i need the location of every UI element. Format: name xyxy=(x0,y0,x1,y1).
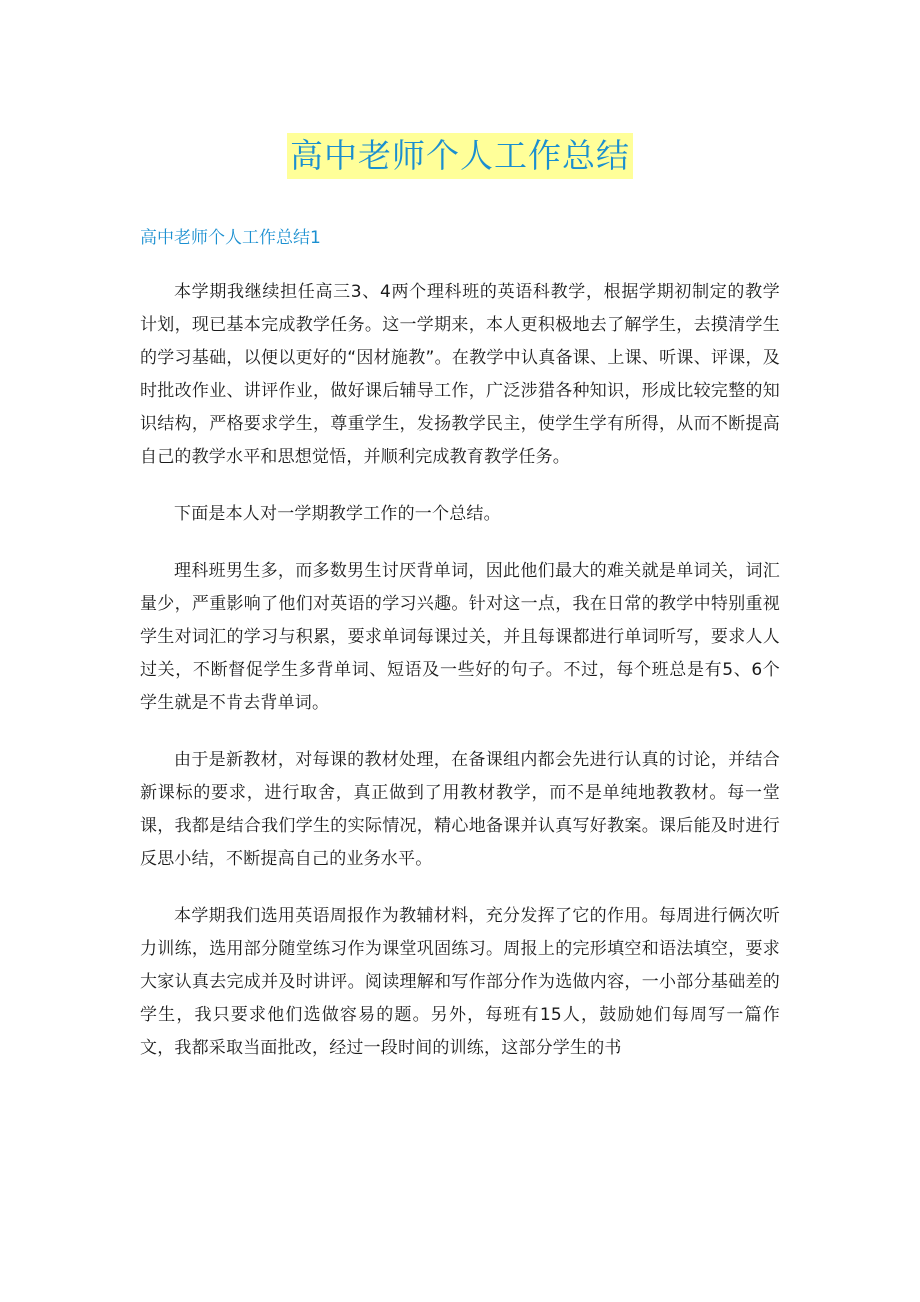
paragraph: 由于是新教材，对每课的教材处理，在备课组内都会先进行认真的讨论，并结合新课标的要求，进行取舍，真正做到了用教材教学，而不是单纯地教教材。每一堂课，我都是结合我们学生的实际情况，精心地备课并认真写好教案。课后能及时进行反思小结，不断提高自己的业务水平。 xyxy=(140,750,780,869)
document-title: 高中老师个人工作总结 xyxy=(287,133,633,179)
document-body xyxy=(140,276,780,1089)
title-container xyxy=(0,133,920,179)
section-heading: 高中老师个人工作总结1 xyxy=(140,228,321,248)
paragraph: 理科班男生多，而多数男生讨厌背单词，因此他们最大的难关就是单词关，词汇量少，严重影响了他们对英语的学习兴趣。针对这一点，我在日常的教学中特别重视学生对词汇的学习与积累，要求单词每课过关，并且每课都进行单词听写，要求人人过关，不断督促学生多背单词、短语及一些好的句子。不过，每个班总是有5、6个学生就是不肯去背单词。 xyxy=(140,561,780,713)
paragraph: 下面是本人对一学期教学工作的一个总结。 xyxy=(174,504,501,524)
paragraph: 本学期我们选用英语周报作为教辅材料，充分发挥了它的作用。每周进行俩次听力训练，选用部分随堂练习作为课堂巩固练习。周报上的完形填空和语法填空，要求大家认真去完成并及时讲评。阅读理解和写作部分作为选做内容，一小部分基础差的学生，我只要求他们选做容易的题。另外，每班有15人，鼓励她们每周写一篇作文，我都采取当面批改，经过一段时间的训练，这部分学生的书 xyxy=(140,906,780,1058)
paragraph: 本学期我继续担任高三3、4两个理科班的英语科教学，根据学期初制定的教学计划，现已基本完成教学任务。这一学期来，本人更积极地去了解学生，去摸清学生的学习基础，以便以更好的“因材施教”。在教学中认真备课、上课、听课、评课，及时批改作业、讲评作业，做好课后辅导工作，广泛涉猎各种知识，形成比较完整的知识结构，严格要求学生，尊重学生，发扬教学民主，使学生学有所得，从而不断提高自己的教学水平和思想觉悟，并顺利完成教育教学任务。 xyxy=(140,282,780,467)
